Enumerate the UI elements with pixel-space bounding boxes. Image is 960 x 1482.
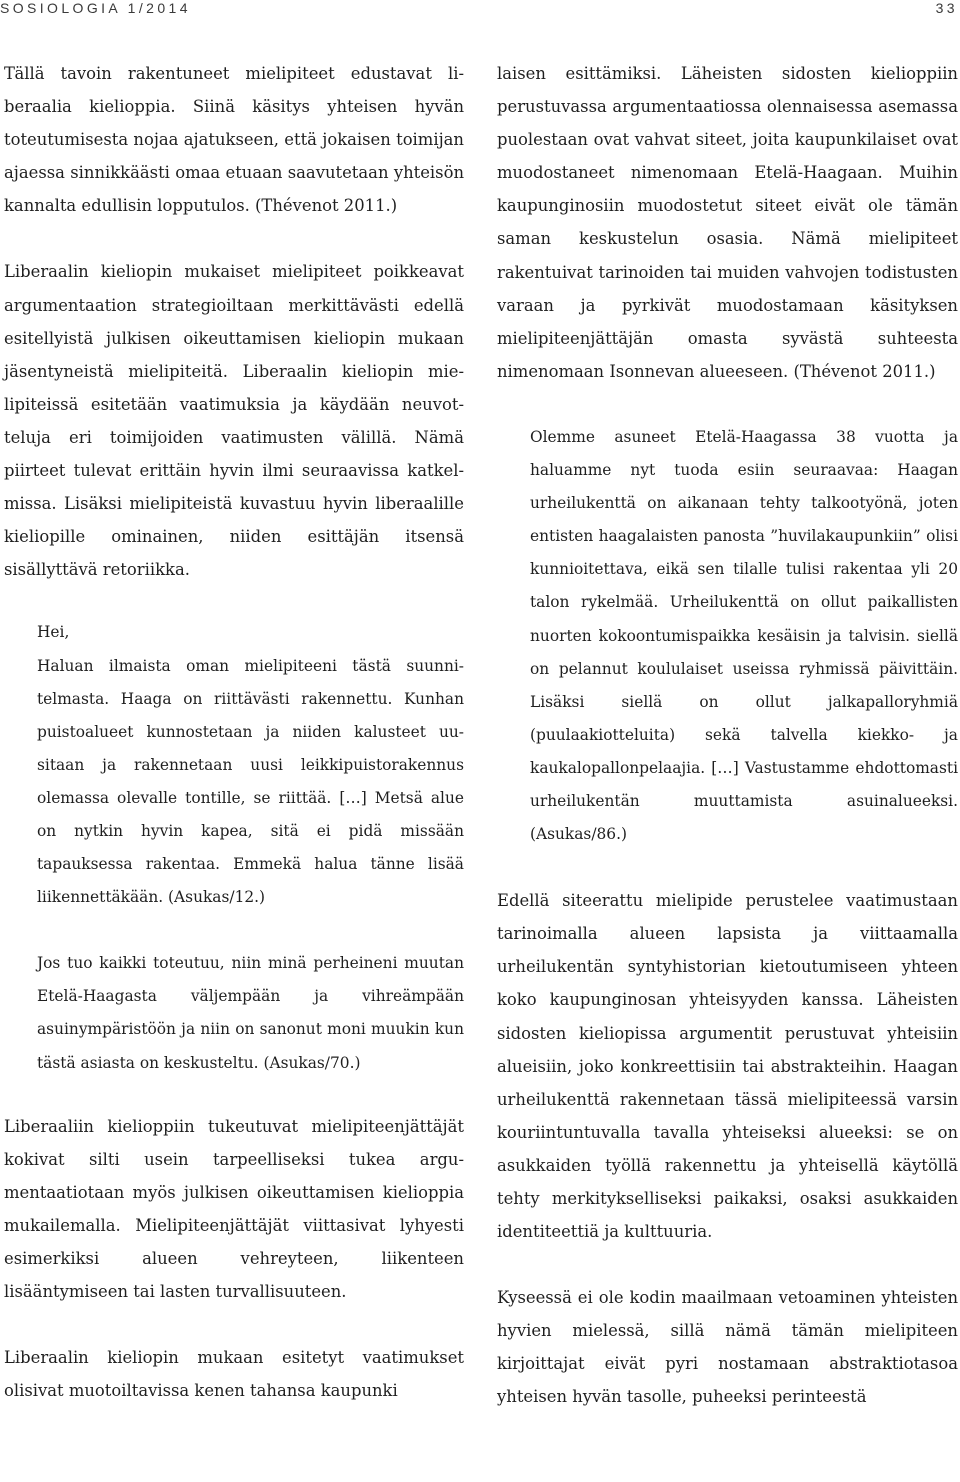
quote-text: Jos tuo kaikki toteutuu, niin minä perheineni muutan Etelä-Haagasta väljempään ja vihreämpään asuinympäristöön ja niin on sanonut moni muukin kun tästä asiasta on keskusteltu. (Asukas/70.) — [37, 954, 464, 1072]
paragraph: Kyseessä ei ole kodin maailmaan vetoaminen yhteisten hyvien mielessä, sillä nämä tämän mielipiteen kirjoittajat eivät pyri nostamaan abstraktiotasoa yhteisen hyvän tasolle, puheeksi perinteestä — [497, 1288, 958, 1407]
paragraph: Liberaalin kieliopin mukaan esitetyt vaatimukset olisivat muotoiltavissa kenen tahansa kaupunki — [4, 1348, 464, 1401]
paragraph: Edellä siteerattu mielipide perustelee vaatimustaan tarinoimalla alueen lapsista ja viittaamalla urheilukentän syntyhistorian kietoutumiseen yhteen koko kaupunginosan yhteisyyden kanssa. Läheisten sidosten kieliopissa argumentit perustuvat yhteisiin alueisiin, joko konkreettisiin tai abstrakteihin. Haagan urheilukenttä rakennetaan tässä mielipiteessä varsin kouriintuntuvalla tavalla yhteiseksi alueeksi: se on asukkaiden työllä rakennettu ja yhteisellä käytöllä tehty merkitykselliseksi paikaksi, osaksi asukkaiden identiteettiä ja kulttuuria. — [497, 891, 958, 1242]
block-quote — [4, 616, 464, 914]
page-number: 33 — [935, 0, 958, 16]
quote-text: Haluan ilmaista oman mielipiteeni tästä suunnitelmasta. Haaga on riittävästi rakennettu. Kunhan puistoalueet kunnostetaan ja niiden kalusteet uusitaan ja rakennetaan uusi leikkipuistorakennus olemassa olevalle tontille, se riittää. […] Metsä alue on nytkin hyvin kapea, sitä ei pidä missään tapauksessa rakentaa. Emmekä halua tänne lisää liikennettäkään. (Asukas/12.) — [37, 656, 464, 907]
paragraph: laisen esittämiksi. Läheisten sidosten kielioppiin perustuvassa argumentaatiossa olennaisessa asemassa puolestaan ovat vahvat siteet, joita kaupunkilaiset ovat muodostaneet nimenomaan Etelä-Haagaan. Muihin kaupunginosiin muodostetut siteet eivät ole tämän saman keskustelun osasia. Nämä mielipiteet rakentuivat tarinoiden tai muiden vahvojen todistusten varaan ja pyrkivät muodostamaan käsityksen mielipiteenjättäjän omasta syvästä suhteesta nimenomaan Isonnevan alueeseen. (Thévenot 2011.) — [497, 64, 958, 381]
paragraph: Liberaaliin kielioppiin tukeutuvat mielipiteenjättäjät kokivat silti usein tarpeelliseksi tukea argumentaatiotaan myös julkisen oikeuttamisen kielioppia mukailemalla. Mielipiteenjättäjät viittasivat lyhyesti esimerkiksi alueen vehreyteen, liikenteen lisääntymiseen tai lasten turvallisuuteen. — [4, 1116, 464, 1302]
left-column — [4, 57, 464, 1407]
right-column — [497, 57, 958, 1414]
journal-title: SOSIOLOGIA 1/2014 — [0, 0, 191, 16]
running-header — [0, 0, 960, 20]
paragraph: Tällä tavoin rakentuneet mielipiteet edustavat liberaalia kielioppia. Siinä käsitys yhteisen hyvän toteutumisesta nojaa ajatukseen, että jokaisen toimijan ajaessa sinnikkäästi omaa etuaan saavutetaan yhteisön kannalta edullisin lopputulos. (Thévenot 2011.) — [4, 64, 464, 216]
quote-text: Olemme asuneet Etelä-Haagassa 38 vuotta ja haluamme nyt tuoda esiin seuraavaa: Haagan urheilukenttä on aikanaan tehty talkootyönä, joten entisten haagalaisten panosta ”huvilakaupunkiin” olisi kunnioitettava, eikä sen tilalle tulisi rakentaa yli 20 talon rykelmää. Urheilukenttä on ollut paikallisten nuorten kokoontumispaikka kesäisin ja talvisin. siellä on pelannut koululaiset useissa ryhmissä päivittäin. Lisäksi siellä on ollut jalkapalloryhmiä (puulaakiotteluita) sekä talvella kiekko- ja kaukalopallonpelaajia. […] Vastustamme ehdottomasti urheilukentän muuttamista asuinalueeksi. (Asukas/86.) — [530, 427, 958, 844]
block-quote — [497, 421, 958, 851]
quote-salutation: Hei, — [37, 623, 70, 642]
block-quote — [4, 947, 464, 1079]
paragraph: Liberaalin kieliopin mukaiset mielipiteet poikkeavat argumentaation strategioiltaan merkittävästi edellä esitellyistä julkisen oikeuttamisen kieliopin mukaan jäsentyneistä mielipiteitä. Liberaalin kieliopin mielipiteissä esitetään vaatimuksia ja käydään neuvotteluja eri toimijoiden vaatimusten välillä. Nämä piirteet tulevat erittäin hyvin ilmi seuraavissa katkelmissa. Lisäksi mielipiteistä kuvastuu hyvin liberaalille kieliopille ominainen, niiden esittäjän itsensä sisällyttävä retoriikka. — [4, 262, 464, 580]
